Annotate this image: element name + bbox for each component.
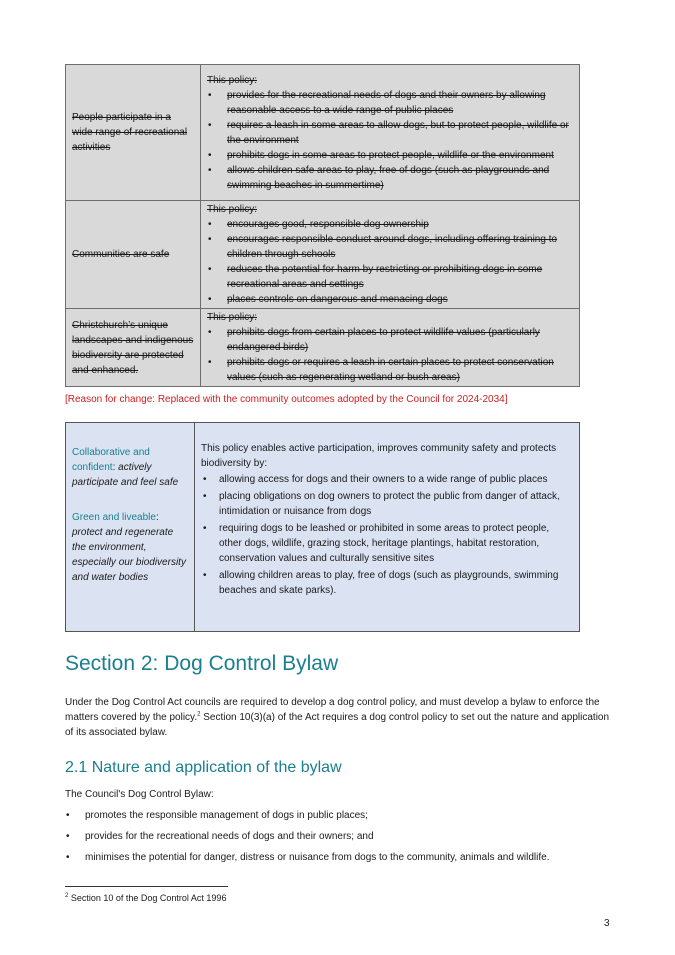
- bylaw-list: [65, 808, 625, 871]
- footnote: [65, 893, 226, 903]
- policy-lead: This policy enables active participation, improves community safety and protects biodiversity by:: [201, 443, 557, 469]
- new-outcomes-table: [65, 422, 580, 632]
- subsection-heading: 2.1 Nature and application of the bylaw: [65, 759, 342, 776]
- paragraph-text: Section 10(3)(a) of the Act requires a dog control policy to set out the nature and application of its associated bylaw.: [65, 712, 610, 738]
- list-item: • places controls on dangerous and menacing dogs: [207, 292, 573, 307]
- outcome-collaborative: Collaborative and confident: actively participate and feel safe: [72, 447, 179, 488]
- outcome-description: protect and regenerate the environment, especially our biodiversity and water bodies: [72, 527, 186, 583]
- footnote-divider: [65, 886, 228, 887]
- old-outcomes-table: [65, 64, 580, 387]
- outcome-title: Green and liveable: [72, 512, 156, 523]
- footnote-text: Section 10 of the Dog Control Act 1996: [68, 893, 227, 903]
- list-item: • requiring dogs to be leashed or prohibited in some areas to protect people, other dogs, wildlife, grazing stock, heritage plantings, habitat restoration, conservation values and culturally sensitive sites: [201, 521, 569, 566]
- policy-lead: This policy:: [207, 74, 258, 86]
- outcome-cell: Communities are safe: [66, 201, 201, 309]
- policy-cell: [201, 309, 580, 387]
- list-item: • prohibits dogs in some areas to protect people, wildlife or the environment: [207, 148, 573, 163]
- list-item: • reduces the potential for harm by restricting or prohibiting dogs in some recreational areas and settings: [207, 262, 573, 292]
- subsection-intro: The Council's Dog Control Bylaw:: [65, 789, 214, 800]
- reason-for-change: [Reason for change: Replaced with the community outcomes adopted by the Council for 2024-2034]: [65, 394, 508, 405]
- table-row: [66, 309, 580, 387]
- list-item: • promotes the responsible management of dogs in public places;: [65, 808, 625, 823]
- outcome-title: Collaborative and confident: [72, 447, 150, 473]
- list-item: • provides for the recreational needs of dogs and their owners by allowing reasonable access to a wide range of public places: [207, 88, 573, 118]
- list-item: • encourages responsible conduct around dogs, including offering training to children through schools: [207, 232, 573, 262]
- list-item: • allowing children areas to play, free of dogs (such as playgrounds, swimming beaches and skate parks).: [201, 568, 569, 598]
- table-row: [66, 65, 580, 201]
- list-item: • allowing access for dogs and their owners to a wide range of public places: [201, 472, 569, 487]
- policy-list: [207, 325, 573, 385]
- policy-lead: This policy:: [207, 312, 258, 323]
- section-heading: Section 2: Dog Control Bylaw: [65, 652, 339, 675]
- list-item: • minimises the potential for danger, distress or nuisance from dogs to the community, animals and wildlife.: [65, 850, 625, 865]
- outcome-cell: People participate in a wide range of recreational activities: [66, 65, 201, 201]
- table-row: [66, 201, 580, 309]
- policy-list: [207, 217, 573, 307]
- policy-lead: This policy:: [207, 204, 258, 215]
- list-item: • prohibits dogs from certain places to protect wildlife values (particularly endangered birds): [207, 325, 573, 355]
- list-item: • placing obligations on dog owners to protect the public from danger of attack, intimidation or nuisance from dogs: [201, 489, 569, 519]
- section-paragraph: [65, 695, 610, 740]
- list-item: • allows children safe areas to play, free of dogs (such as playgrounds and swimming beaches in summertime): [207, 163, 573, 193]
- table-row: [66, 423, 580, 632]
- footnote-ref[interactable]: 2: [197, 711, 201, 718]
- list-item: • requires a leash in some areas to allow dogs, but to protect people, wildlife or the environment: [207, 118, 573, 148]
- list-item: • provides for the recreational needs of dogs and their owners; and: [65, 829, 625, 844]
- outcome-cell: Christchurch’s unique landscapes and indigenous biodiversity are protected and enhanced.: [66, 309, 201, 387]
- footnote-number: 2: [65, 893, 69, 899]
- list-item: • prohibits dogs or requires a leash in certain places to protect conservation values (such as regenerating wetland or bush areas): [207, 355, 573, 385]
- page-number: 3: [604, 918, 610, 929]
- paragraph-text: Under the Dog Control Act councils are required to develop a dog control policy, and must develop a bylaw to enforce the matters covered by the policy.: [65, 697, 600, 723]
- policy-cell: [195, 423, 580, 632]
- outcome-cell: [66, 423, 195, 632]
- policy-list: [207, 88, 573, 193]
- policy-cell: [201, 65, 580, 201]
- list-item: • encourages good, responsible dog ownership: [207, 217, 573, 232]
- policy-cell: [201, 201, 580, 309]
- outcome-description: actively participate and feel safe: [72, 462, 179, 488]
- outcome-green: Green and liveable: protect and regenerate the environment, especially our biodiversity and water bodies: [72, 512, 186, 583]
- policy-list: [201, 472, 569, 598]
